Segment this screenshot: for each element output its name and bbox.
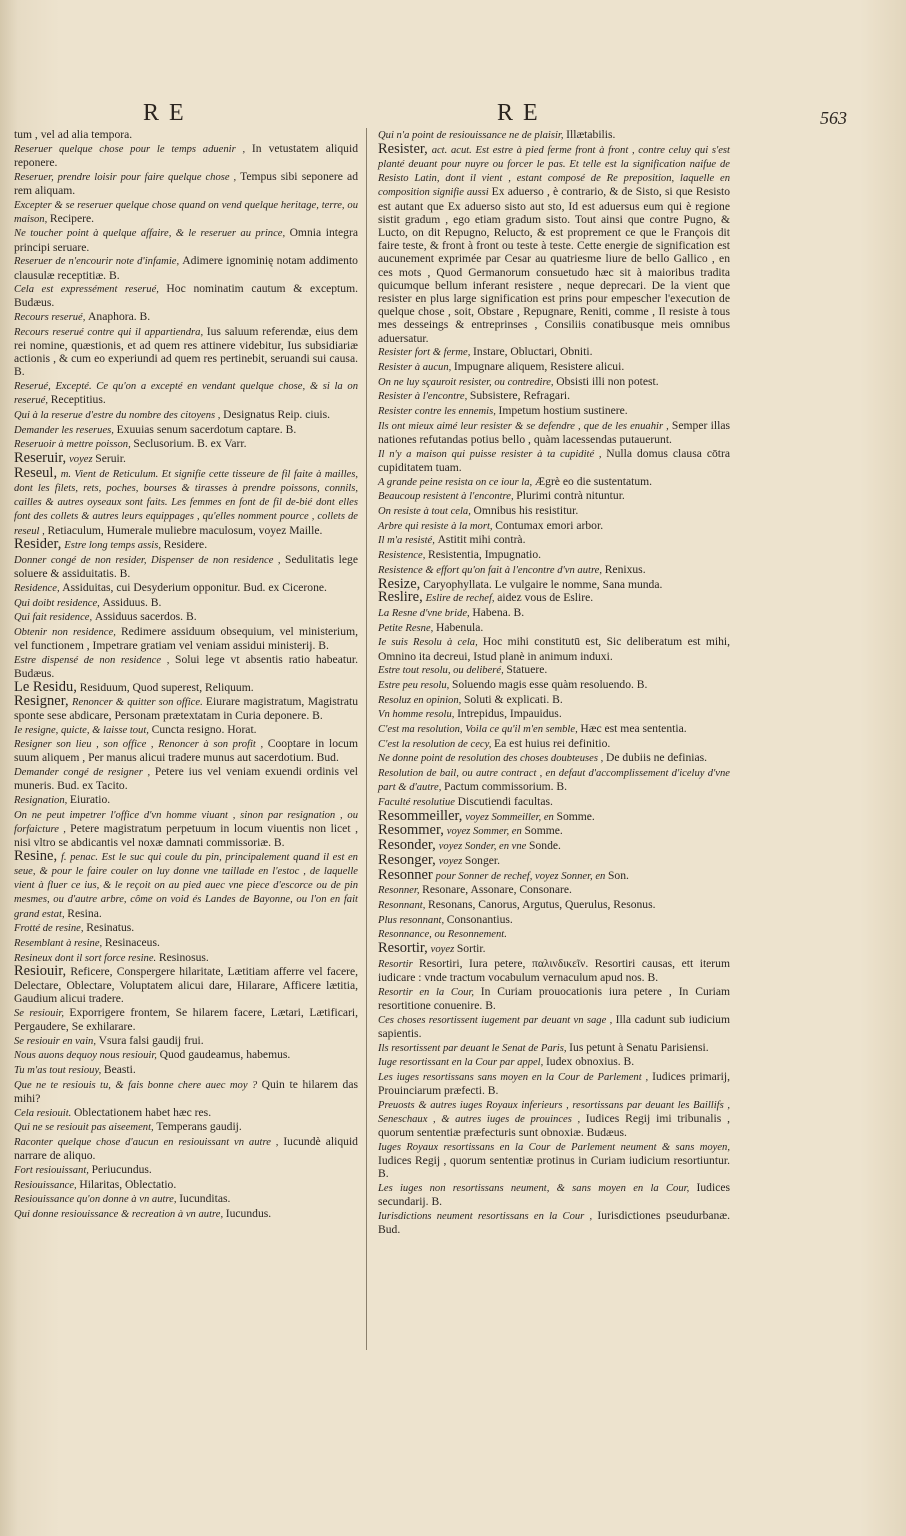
dictionary-entry — [378, 360, 730, 374]
entry-latin-translation: Plurimi contrà nituntur. — [516, 489, 625, 503]
dictionary-entry — [378, 404, 730, 418]
entry-latin-translation: Periucundus. — [91, 1162, 152, 1176]
entry-french-gloss: Resineux dont il sort force resine. — [14, 952, 157, 964]
entry-latin-translation: aidez vous de Eslire. — [497, 591, 594, 605]
entry-latin-translation: Oblectationem habet hæc res. — [73, 1105, 212, 1119]
entry-french-gloss: Resister fort & ferme, — [378, 347, 471, 359]
dictionary-entry — [378, 591, 730, 605]
entry-french-gloss: Iuges Royaux resortissans en la Cour de Parlement neument & sans moyen, — [378, 1141, 730, 1153]
entry-french-gloss: voyez Sommer, en — [446, 826, 522, 838]
entry-latin-translation: Recipere. — [49, 211, 95, 225]
dictionary-entry — [378, 883, 730, 897]
entry-latin-translation: Beasti. — [103, 1062, 136, 1076]
entry-french-gloss: Ie resigne, quicte, & laisse tout, — [14, 724, 149, 736]
dictionary-entry — [378, 942, 730, 956]
dictionary-entry — [378, 533, 730, 547]
entry-french-gloss: Estre tout resolu, ou deliberé, — [378, 665, 504, 677]
entry-latin-translation: Habena. B. — [472, 605, 525, 619]
dictionary-entry — [14, 538, 358, 552]
entry-headword: Resize, — [378, 575, 421, 592]
dictionary-entry — [378, 663, 730, 677]
entry-french-gloss: La Resne d'vne bride, — [378, 607, 470, 619]
entry-headword: Resigner, — [14, 692, 69, 709]
entry-latin-translation: Resinatus. — [86, 921, 135, 935]
dictionary-entry — [14, 1192, 358, 1206]
entry-latin-translation: Cuncta resigno. Horat. — [151, 722, 257, 736]
entry-french-gloss: A grande peine resista on ce iour la, — [378, 476, 533, 488]
entry-latin-translation: Omnia integra principi seruare. — [14, 226, 358, 254]
entry-latin-translation: Iudices secundarij. B. — [378, 1181, 730, 1209]
entry-latin-translation: Iucundus. — [225, 1206, 272, 1220]
entry-french-gloss: Ils resortissent par deuant le Senat de Paris, — [378, 1042, 567, 1054]
entry-latin-translation: Quin te hilarem das mihi? — [14, 1077, 359, 1105]
entry-headword: Resortir, — [378, 940, 428, 957]
dictionary-entry — [14, 793, 358, 807]
entry-french-gloss: Resignation, — [14, 795, 68, 807]
entry-latin-translation: Songer. — [464, 853, 501, 867]
entry-headword: Resonner — [378, 866, 433, 883]
entry-latin-translation: Receptitius. — [50, 393, 106, 407]
dictionary-entry — [378, 419, 730, 446]
dictionary-entry — [378, 1041, 730, 1055]
entry-latin-translation: Ea est huius rei definitio. — [494, 736, 611, 750]
entry-headword: Reslire, — [378, 589, 423, 606]
dictionary-entry — [14, 310, 358, 324]
entry-french-gloss: Frotté de resine, — [14, 923, 84, 935]
entry-latin-translation: Nulla domus clausa cōtra cupiditatem tuam. — [378, 446, 730, 474]
entry-latin-translation: Illa cadunt sub iudicium sapientis. — [378, 1012, 730, 1040]
entry-latin-translation: Semper illas nationes refutandas potius bello , quàm lacessendas putauerunt. — [378, 418, 730, 446]
entry-latin-translation: Impetum hostium sustinere. — [498, 404, 628, 418]
dictionary-entry — [378, 1013, 730, 1040]
dictionary-entry — [378, 693, 730, 707]
entry-latin-translation: Seclusorium. B. ex Varr. — [133, 437, 247, 451]
running-header-right: RE — [497, 100, 548, 126]
entry-french-gloss: Resolution de bail, ou autre contract , en defaut d'accomplissement d'iceluy d'vne part & d'autre, — [378, 768, 730, 794]
dictionary-entry — [14, 142, 358, 169]
entry-french-gloss: Donner congé de non resider, Dispenser de non residence , — [14, 555, 281, 567]
dictionary-entry — [14, 596, 358, 610]
entry-latin-translation: Eiuratio. — [69, 793, 111, 807]
entry-headword: Reseul, — [14, 464, 58, 481]
entry-latin-translation: Sonde. — [529, 839, 561, 853]
entry-french-gloss: Reseruoir à mettre poisson, — [14, 439, 131, 451]
entry-french-gloss: Qui n'a point de resiouissance ne de plaisir, — [378, 130, 564, 141]
dictionary-entry — [378, 575, 730, 592]
entry-french-gloss: Reseruer de n'encourir note d'infamie, — [14, 256, 180, 268]
dictionary-entry — [14, 921, 358, 935]
entry-french-gloss: Resiouissance qu'on donne à vn autre, — [14, 1194, 177, 1206]
dictionary-entry — [14, 1178, 358, 1192]
entry-latin-translation: Sortir. — [456, 942, 486, 956]
dictionary-entry — [14, 965, 358, 1005]
entry-french-gloss: Qui donne resiouissance & recreation à vn autre, — [14, 1208, 224, 1220]
dictionary-entry — [378, 475, 730, 489]
entry-latin-translation: Eiurare magistratum, Magistratu sponte sese abdicare, Personam prætextatam in Curia deponere. B. — [14, 694, 358, 722]
entry-french-gloss: Ne donne point de resolution des choses doubteuses , — [378, 753, 604, 765]
entry-latin-translation: Iucundè aliquid narrare de aliquo. — [14, 1134, 358, 1163]
dictionary-entry — [378, 1098, 730, 1140]
entry-french-gloss: Resigner son lieu , son office , Renoncer à son profit , — [14, 739, 264, 751]
entry-latin-translation: Residuum, Quod superest, Reliquum. — [79, 680, 254, 694]
dictionary-entry — [14, 128, 358, 141]
entry-latin-translation: Ex aduerso , è contrario, & de Sisto, si que Resisto est autant que Ex aduerso sisto aut sto, Id est aduersus eum qui è regione sistit gradum , ego etiam gradum sisto. Tout ainsi que contre Pugno, & Lucto, on dit Repugno, Relucto, & est proprement ce que le François dit faire teste, & front à front ou teste à teste. Cette energie de signification est aucunement exprimée par Cesar au quatriesme liure de bello Gallico , en ces mots , Quod Germanorum consuetudo hæc sit à maioribus tradita quicumque bellum inferant resistere , neque deprecari. De la vient que resister en plus large signification est prins pour empescher l'execution de quelque chose , soit, Obstare , Repugnare, Reniti, comme , Il resiste à tous mes desseings & entreprinses , Consiliis conatibusque meis omnibus aduersatur. — [378, 185, 730, 345]
entry-french-gloss: Tu m'as tout resiouy, — [14, 1064, 102, 1076]
entry-headword: Resiouir, — [14, 963, 67, 980]
entry-latin-translation: Ius petunt à Senatu Parisiensi. — [569, 1040, 709, 1054]
entry-french-gloss: Ne toucher point à quelque affaire, & le reseruer au prince, — [14, 228, 286, 240]
dictionary-entry — [14, 423, 358, 437]
entry-french-gloss: Resortir en la Cour, — [378, 986, 475, 998]
entry-french-gloss: voyez — [430, 944, 455, 956]
entry-latin-translation: Renixus. — [604, 562, 646, 576]
entry-french-gloss: Estre long temps assis, — [64, 540, 161, 552]
dictionary-entry — [14, 1207, 358, 1221]
entry-french-gloss: Raconter quelque chose d'aucun en resiouissant vn autre , — [14, 1136, 279, 1148]
entry-latin-translation: Redimere assiduum obsequium, vel ministerium, vel functionem , Impetrare gratiam vel veniam assidui ministerij. B. — [14, 625, 358, 653]
entry-latin-translation: Resortiri, Iura petere, παλινδικεῖν. Resortiri causas, ett iterum iudicare : vnde tractum vocabulum vernaculum apud nos. B. — [378, 956, 730, 984]
entry-french-gloss: Qui fait residence, — [14, 612, 93, 624]
entry-french-gloss: Renoncer & quitter son office. — [72, 696, 203, 708]
entry-latin-translation: Caryophyllata. Le vulgaire le nomme, Sana munda. — [423, 577, 663, 591]
entry-latin-translation: Resinosus. — [158, 950, 209, 964]
dictionary-entry — [14, 325, 358, 379]
entry-french-gloss: Resiouissance, — [14, 1179, 77, 1191]
dictionary-entry — [14, 692, 358, 722]
entry-latin-translation: Soluendo magis esse quàm resoluendo. B. — [451, 677, 648, 691]
dictionary-entry — [378, 707, 730, 721]
entry-latin-translation: Designatus Reip. ciuis. — [223, 408, 331, 422]
entry-headword: Resister, — [378, 140, 428, 157]
entry-french-gloss: m. Vient de Reticulum. Et signifie cette tisseure de fil faite à mailles, dont les filets, rets, poches, bourses & tirasses à prendre poissons, connils, cailles & autres oyseaux sont faits. Les femmes en font de fil de-bié dont elles font des collets & autres leurs equippages , qu'elles nomment pource , collets de reseul , — [14, 468, 358, 537]
entry-french-gloss: Se resiouir, — [14, 1007, 64, 1019]
entry-french-gloss: Resister à l'encontre, — [378, 391, 468, 403]
entry-latin-translation: Hæc est mea sententia. — [580, 722, 687, 736]
entry-latin-translation: Astitit mihi contrà. — [437, 533, 526, 547]
dictionary-entry — [378, 898, 730, 912]
entry-french-gloss: Preuosts & autres iuges Royaux inferieurs , resortissans par deuant les Baillifs , Seneschaux , & autres iuges de prouinces , — [378, 1099, 730, 1126]
entry-french-gloss: Il n'y a maison qui puisse resister à ta cupidité , — [378, 448, 602, 460]
dictionary-entry — [14, 765, 358, 792]
entry-french-gloss: Beaucoup resistent à l'encontre, — [378, 491, 514, 503]
entry-french-gloss: Estre peu resolu, — [378, 679, 450, 691]
entry-french-gloss: Se resiouir en vain, — [14, 1035, 96, 1047]
dictionary-entry — [14, 1163, 358, 1177]
entry-latin-translation: Discutiendi facultas. — [457, 795, 553, 809]
entry-latin-translation: Somme. — [524, 824, 563, 838]
entry-latin-translation: In vetustatem aliquid reponere. — [14, 141, 358, 169]
entry-french-gloss: act. acut. Est estre à pied ferme front à front , contre celuy qui s'est planté deuant pour nuyre ou forcer le pas. Et telle est la signification naifue de Resisto Latin, dont il vient , estant composé de Re preposition, laquelle en composition signifie aussi — [378, 144, 730, 199]
entry-french-gloss: Ils ont mieux aimé leur resister & se defendre , que de les enuahir , — [378, 420, 669, 432]
entry-latin-translation: Hoc mihi constitutū est, Sic deliberatum est mihi, Omnino ita decreui, Istud planè in animum induxi. — [378, 635, 731, 663]
entry-french-gloss: voyez — [69, 454, 93, 466]
entry-latin-translation: Iudices Regij , quorum sententiæ protinus in Curiam iudicium resortiuntur. B. — [378, 1154, 730, 1181]
dictionary-entry — [14, 170, 358, 197]
entry-latin-translation: Seruir. — [95, 452, 126, 466]
entry-latin-translation: Petere magistratum perpetuum in locum viuentis non licet , nisi vltro se abdicantis vel noxæ damnati commissoriæ. B. — [14, 821, 358, 850]
dictionary-entry — [378, 957, 730, 984]
entry-latin-translation: Hilaritas, Oblectatio. — [79, 1177, 177, 1191]
dictionary-entry — [14, 653, 358, 680]
entry-french-gloss: Reseruer quelque chose pour le temps aduenir , — [14, 143, 246, 155]
entry-latin-translation: Cooptare in locum suum aliquem , Per manus alicui tradere munus aut sacerdotium. Bud. — [14, 737, 358, 765]
entry-latin-translation: Consonantius. — [446, 912, 513, 926]
entry-latin-translation: Tempus sibi seponere ad rem aliquam. — [14, 169, 358, 197]
entry-french-gloss: Excepter & se reseruer quelque chose quand on vend quelque heritage, terre, ou maison, — [14, 199, 358, 225]
dictionary-entry — [378, 722, 730, 736]
entry-latin-translation: Sedulitatis lege soluere & assiduitatis. B. — [14, 553, 358, 581]
entry-latin-translation: Vsura falsi gaudij frui. — [98, 1033, 204, 1047]
entry-french-gloss: Les iuges resortissans sans moyen en la Cour de Parlement , — [378, 1071, 649, 1083]
entry-french-gloss: Qui à la reserue d'estre du nombre des citoyens , — [14, 410, 221, 422]
dictionary-entry — [14, 282, 358, 309]
dictionary-entry — [14, 408, 358, 422]
entry-headword: Resider, — [14, 536, 62, 553]
entry-french-gloss: Resortir — [378, 958, 413, 970]
dictionary-entry — [14, 936, 358, 950]
entry-french-gloss: Recours reserué contre qui il appartiendra, — [14, 326, 204, 338]
dictionary-entry — [378, 751, 730, 765]
entry-latin-translation: Resonare, Assonare, Consonare. — [422, 883, 572, 897]
entry-latin-translation: Omnibus his resistitur. — [473, 503, 579, 517]
entry-french-gloss: Demander les reserues, — [14, 424, 114, 436]
entry-french-gloss: voyez Sommeiller, en — [465, 811, 554, 823]
entry-latin-translation: Exporrigere frontem, Se hilarem facere, Lætari, Lætificari, Pergaudere, Se exhilarare. — [14, 1005, 358, 1033]
dictionary-entry — [14, 1048, 358, 1062]
entry-latin-translation: Contumax emori arbor. — [495, 518, 604, 532]
dictionary-entry — [378, 766, 730, 794]
entry-french-gloss: Reserué, Excepté. Ce qu'on a excepté en vendant quelque chose, & si la on reserué, — [14, 381, 358, 407]
dictionary-entry — [14, 226, 358, 253]
entry-latin-translation: Assiduus sacerdos. B. — [94, 610, 197, 624]
entry-latin-translation: De dubiis ne definias. — [605, 751, 708, 765]
entry-french-gloss: Resister contre les ennemis, — [378, 406, 496, 418]
dictionary-entry — [378, 1140, 730, 1181]
entry-latin-translation: Solui lege vt absentis ratio habeatur. Budæus. — [14, 653, 358, 681]
entry-french-gloss: Resistence & effort qu'on fait à l'encontre d'vn autre, — [378, 564, 603, 576]
entry-latin-translation: Subsistere, Refragari. — [469, 389, 571, 403]
entry-french-gloss: Resemblant à resine, — [14, 938, 103, 950]
dictionary-entry — [14, 723, 358, 737]
entry-latin-translation: Temperans gaudij. — [156, 1120, 242, 1134]
entry-french-gloss: Les iuges non resortissans neument, & sans moyen en la Cour, — [378, 1183, 690, 1195]
entry-latin-translation: Illætabilis. — [566, 128, 616, 141]
dictionary-entry — [14, 610, 358, 624]
dictionary-entry — [14, 254, 358, 281]
dictionary-entry — [14, 1078, 358, 1105]
dictionary-entry — [378, 128, 730, 142]
entry-headword: Resommer, — [378, 822, 444, 839]
entry-french-gloss: Ie suis Resolu à cela, — [378, 637, 478, 649]
entry-latin-translation: Assiduus. B. — [102, 595, 162, 609]
entry-french-gloss: Qui doibt residence, — [14, 597, 100, 609]
dictionary-entry — [378, 678, 730, 692]
entry-latin-translation: Soluti & explicati. B. — [463, 692, 563, 706]
dictionary-entry — [378, 927, 730, 941]
entry-latin-translation: Ægrè eo die sustentatum. — [534, 474, 653, 488]
entry-latin-translation: Resina. — [67, 906, 102, 920]
entry-latin-translation: Intrepidus, Impauidus. — [457, 707, 562, 721]
entry-headword: Resommeiller, — [378, 807, 463, 824]
dictionary-entry — [378, 504, 730, 518]
dictionary-entry — [378, 447, 730, 474]
entry-french-gloss: Arbre qui resiste à la mort, — [378, 520, 493, 532]
dictionary-entry — [14, 1034, 358, 1048]
entry-french-gloss: On ne peut impetrer l'office d'vn homme viuant , sinon par resignation , ou forfaicture , — [14, 809, 358, 835]
dictionary-entry — [14, 379, 358, 407]
dictionary-entry — [378, 606, 730, 620]
entry-headword: Reseruir, — [14, 450, 67, 467]
entry-french-gloss: Resonner, — [378, 885, 420, 897]
entry-latin-translation: Assiduitas, cui Desyderium opponitur. Bud. ex Cicerone. — [62, 581, 327, 594]
dictionary-entry — [14, 581, 358, 595]
entry-latin-translation: Son. — [607, 868, 629, 882]
dictionary-entry — [378, 1181, 730, 1208]
entry-latin-translation: tum , vel ad alia tempora. — [14, 128, 133, 141]
entry-french-gloss: Resonnance, ou Resonnement. — [378, 929, 507, 941]
entry-headword: Resonder, — [378, 837, 436, 854]
entry-french-gloss: voyez Sonder, en vne — [438, 841, 527, 853]
dictionary-entry — [14, 1135, 358, 1162]
entry-french-gloss: Recours reserué, — [14, 312, 86, 324]
entry-french-gloss: voyez — [438, 855, 463, 867]
entry-latin-translation: Resistentia, Impugnatio. — [428, 548, 542, 562]
entry-latin-translation: Statuere. — [506, 663, 548, 677]
entry-french-gloss: Ces choses resortissent iugement par deuant vn sage , — [378, 1014, 613, 1026]
entry-french-gloss: On ne luy sçauroit resister, ou contredire, — [378, 376, 554, 388]
entry-french-gloss: Iuge resortissant en la Cour par appel, — [378, 1057, 544, 1069]
dictionary-entry — [378, 621, 730, 635]
dictionary-entry — [14, 625, 358, 652]
dictionary-entry — [14, 452, 358, 466]
dictionary-entry — [14, 808, 358, 850]
page-number: 563 — [820, 108, 847, 128]
entry-french-gloss: Cela est expressément reserué, — [14, 284, 159, 296]
entry-latin-translation: Ius saluum referendæ, eius dem rei nomine, quæstionis, et ad quem res attinere videbitur, Ius subsidiariæ actionis , & cum eo experiundi ad quem res pertinebit, seruandi sui causa. B. — [14, 324, 358, 379]
entry-french-gloss: Obtenir non residence, — [14, 627, 116, 639]
dictionary-entry — [378, 985, 730, 1012]
entry-headword: Le Residu, — [14, 678, 77, 695]
entry-latin-translation: Anaphora. B. — [88, 310, 151, 324]
entry-latin-translation: Hoc nominatim cautum & exceptum. Budæus. — [14, 282, 358, 310]
entry-french-gloss: Qui ne se resiouit pas aiseement, — [14, 1122, 154, 1134]
entry-french-gloss: Faculté resolutiue — [378, 797, 455, 809]
entry-french-gloss: Residence, — [14, 583, 60, 594]
dictionary-entry — [14, 198, 358, 226]
entry-latin-translation: Impugnare aliquem, Resistere alicui. — [453, 359, 625, 373]
dictionary-entry — [14, 737, 358, 764]
entry-latin-translation: Iudex obnoxius. B. — [545, 1055, 635, 1069]
entry-latin-translation: Instare, Obluctari, Obniti. — [473, 345, 593, 359]
entry-latin-translation: Pactum commissorium. B. — [444, 780, 568, 794]
right-column — [378, 128, 730, 1237]
entry-french-gloss: f. penac. Est le suc qui coule du pin, principalement quand il est en seue, & pour le faire couler on luy donne vne taillade en l'estoc , de laquelle vient à fluer ce ius, & le reçoit on au pied auec vne piece d'escorce ou de pin mesmes, ou d'autre arbre, côme on void és Landes de Bayonne, ou l'on en fait grand estat, — [14, 851, 358, 920]
entry-latin-translation: Somme. — [556, 809, 595, 823]
entry-latin-translation: Obsisti illi non potest. — [556, 374, 659, 388]
dictionary-entry — [378, 1209, 730, 1236]
entry-french-gloss: Reseruer, prendre loisir pour faire quelque chose , — [14, 171, 237, 183]
entry-french-gloss: Petite Resne, — [378, 622, 434, 634]
entry-french-gloss: Iurisdictions neument resortissans en la Cour , — [378, 1210, 593, 1222]
dictionary-entry — [378, 489, 730, 503]
entry-latin-translation: Adimere ignominię notam addimento clausulæ receptitiæ. B. — [14, 254, 358, 282]
entry-french-gloss: Que ne te resiouis tu, & fais bonne chere auec moy ? — [14, 1079, 258, 1091]
entry-french-gloss: Vn homme resolu, — [378, 709, 455, 721]
dictionary-entry — [378, 1070, 730, 1097]
entry-latin-translation: Iurisdictiones pseudurbanæ. Bud. — [378, 1208, 730, 1237]
entry-french-gloss: pour Sonner de rechef, voyez Sonner, en — [435, 870, 606, 882]
entry-french-gloss: Resonnant, — [378, 899, 426, 911]
dictionary-entry — [378, 635, 730, 662]
dictionary-entry — [378, 913, 730, 927]
column-divider — [366, 128, 367, 1350]
dictionary-entry — [14, 847, 358, 921]
dictionary-entry — [378, 345, 730, 359]
dictionary-entry — [378, 563, 730, 577]
entry-french-gloss: Nous auons dequoy nous resiouir, — [14, 1050, 157, 1062]
left-column — [14, 128, 358, 1222]
entry-french-gloss: On resiste à tout cela, — [378, 505, 471, 517]
dictionary-entry — [378, 1055, 730, 1069]
dictionary-entry — [378, 866, 730, 883]
entry-french-gloss: Il m'a resisté, — [378, 535, 435, 547]
entry-french-gloss: C'est la resolution de cecy, — [378, 738, 492, 750]
dictionary-entry — [14, 1120, 358, 1134]
entry-french-gloss: Cela resiouit. — [14, 1107, 72, 1119]
entry-french-gloss: Resoluz en opinion, — [378, 694, 462, 706]
entry-latin-translation: Exuuias senum sacerdotum captare. B. — [116, 422, 297, 436]
entry-latin-translation: Petere ius vel veniam exuendi ordinis vel muneris. Bud. ex Tacito. — [14, 765, 359, 793]
entry-french-gloss: Estre dispensé de non residence , — [14, 655, 170, 667]
entry-latin-translation: Resinaceus. — [104, 936, 160, 950]
dictionary-entry — [14, 1006, 358, 1033]
entry-headword: Resine, — [14, 847, 58, 864]
dictionary-entry — [378, 519, 730, 533]
entry-french-gloss: Resistence, — [378, 550, 426, 562]
entry-french-gloss: Fort resiouissant, — [14, 1164, 89, 1176]
entry-headword: Resonger, — [378, 851, 436, 868]
entry-latin-translation: Habenula. — [435, 620, 484, 634]
dictionary-entry — [378, 140, 730, 345]
entry-french-gloss: Eslire de rechef, — [425, 593, 495, 605]
entry-latin-translation: In Curiam prouocationis iura petere , In Curiam resortitione conuenire. B. — [378, 984, 730, 1012]
dictionary-entry — [14, 1063, 358, 1077]
entry-french-gloss: C'est ma resolution, Voila ce qu'il m'en semble, — [378, 724, 578, 736]
entry-latin-translation: Iudices Regij imi tribunalis , quorum sententiæ præfecturis sunt obnoxiæ. Budæus. — [378, 1112, 730, 1140]
dictionary-entry — [14, 1106, 358, 1120]
entry-french-gloss: Plus resonnant, — [378, 914, 445, 926]
entry-latin-translation: Retiaculum, Humerale muliebre maculosum, voyez Maille. — [47, 523, 323, 537]
entry-latin-translation: Residere. — [163, 538, 208, 552]
entry-latin-translation: Quod gaudeamus, habemus. — [159, 1048, 291, 1062]
dictionary-entry — [378, 548, 730, 562]
dictionary-entry — [378, 737, 730, 751]
dictionary-entry — [14, 464, 358, 538]
entry-latin-translation: Reficere, Conspergere hilaritate, Lætitiam afferre vel facere, Delectare, Oblectare, Voluptatem alicui dare, Hilarare, Afficere lætitia, Gaudium alicui tradere. — [14, 965, 358, 1005]
entry-latin-translation: Iucunditas. — [179, 1192, 231, 1206]
running-header-left: RE — [143, 100, 194, 126]
entry-french-gloss: Demander congé de resigner , — [14, 767, 151, 779]
entry-latin-translation: Iudices primarij, Prouinciarum præfecti. B. — [378, 1069, 731, 1098]
dictionary-entry — [14, 553, 358, 580]
dictionary-entry — [378, 389, 730, 403]
entry-french-gloss: Resister à aucun, — [378, 361, 452, 373]
entry-latin-translation: Resonans, Canorus, Argutus, Querulus, Resonus. — [428, 897, 656, 911]
dictionary-entry — [378, 375, 730, 389]
